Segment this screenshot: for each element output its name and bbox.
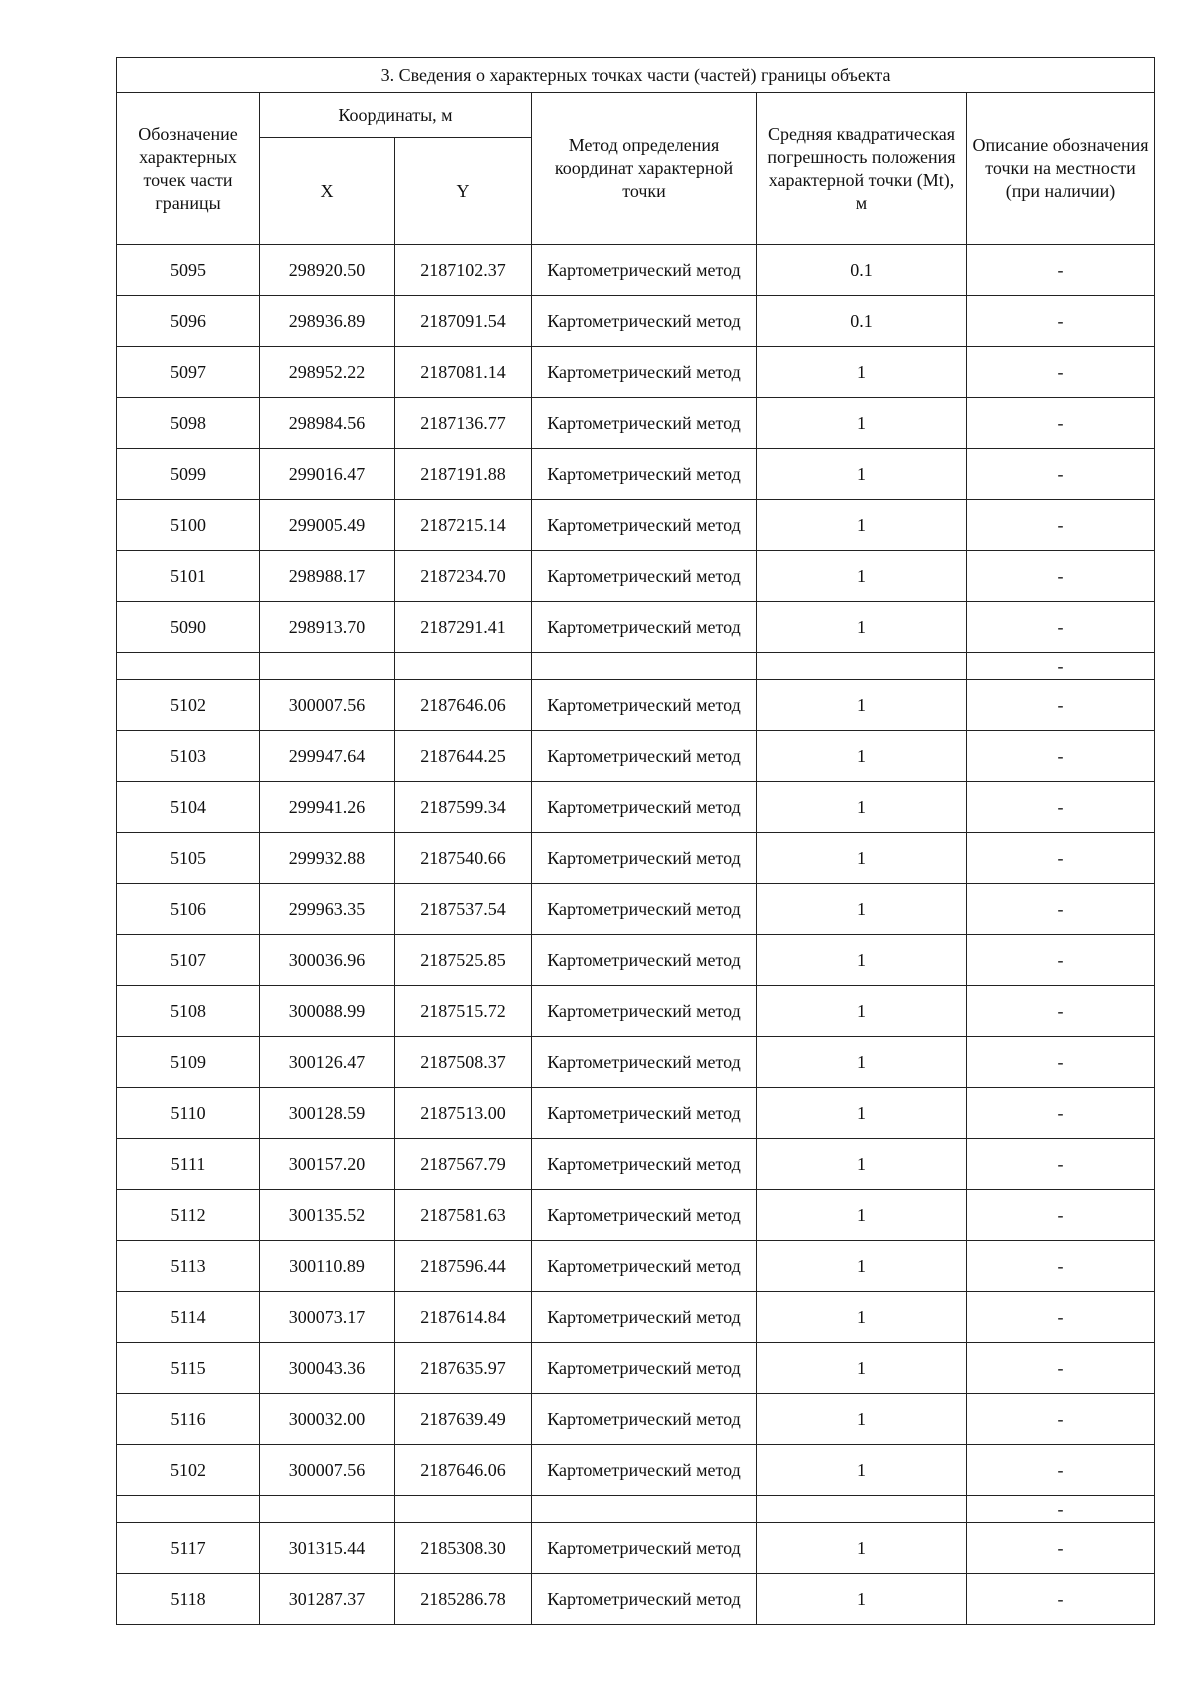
y-coordinate-cell	[395, 1496, 532, 1523]
table-row	[117, 1523, 1155, 1574]
table-row	[117, 551, 1155, 602]
point-id-cell: 5102	[117, 1445, 260, 1496]
description-cell: -	[967, 680, 1155, 731]
accuracy-cell	[757, 653, 967, 680]
table-row	[117, 884, 1155, 935]
method-cell: Картометрический метод	[532, 1523, 757, 1574]
x-coordinate-cell: 299963.35	[260, 884, 395, 935]
y-coordinate-cell: 2187635.97	[395, 1343, 532, 1394]
table-row	[117, 1088, 1155, 1139]
description-cell: -	[967, 1523, 1155, 1574]
method-cell: Картометрический метод	[532, 833, 757, 884]
table-row	[117, 1343, 1155, 1394]
x-coordinate-cell: 300007.56	[260, 1445, 395, 1496]
accuracy-cell: 1	[757, 551, 967, 602]
point-id-cell: 5114	[117, 1292, 260, 1343]
description-cell: -	[967, 653, 1155, 680]
point-id-cell: 5111	[117, 1139, 260, 1190]
y-coordinate-cell: 2187081.14	[395, 347, 532, 398]
accuracy-cell: 1	[757, 1139, 967, 1190]
description-cell: -	[967, 245, 1155, 296]
point-id-cell: 5103	[117, 731, 260, 782]
point-id-cell: 5117	[117, 1523, 260, 1574]
point-id-cell: 5096	[117, 296, 260, 347]
description-cell: -	[967, 884, 1155, 935]
y-coordinate-cell: 2187540.66	[395, 833, 532, 884]
y-coordinate-cell: 2187581.63	[395, 1190, 532, 1241]
table-row	[117, 1241, 1155, 1292]
separator-row	[117, 1496, 1155, 1523]
y-coordinate-cell: 2187646.06	[395, 680, 532, 731]
x-coordinate-cell: 300043.36	[260, 1343, 395, 1394]
y-coordinate-cell: 2187508.37	[395, 1037, 532, 1088]
table-row	[117, 1445, 1155, 1496]
description-cell: -	[967, 1496, 1155, 1523]
y-coordinate-cell: 2187513.00	[395, 1088, 532, 1139]
table-row	[117, 935, 1155, 986]
method-cell: Картометрический метод	[532, 398, 757, 449]
x-coordinate-cell	[260, 1496, 395, 1523]
y-coordinate-cell: 2185308.30	[395, 1523, 532, 1574]
method-cell: Картометрический метод	[532, 1343, 757, 1394]
y-coordinate-cell: 2187091.54	[395, 296, 532, 347]
accuracy-cell: 1	[757, 1241, 967, 1292]
method-cell: Картометрический метод	[532, 935, 757, 986]
method-cell: Картометрический метод	[532, 1445, 757, 1496]
table-row	[117, 245, 1155, 296]
point-id-cell: 5102	[117, 680, 260, 731]
y-coordinate-cell	[395, 653, 532, 680]
description-cell: -	[967, 500, 1155, 551]
x-coordinate-cell: 298984.56	[260, 398, 395, 449]
x-coordinate-cell: 301287.37	[260, 1574, 395, 1625]
accuracy-cell: 1	[757, 1190, 967, 1241]
header-y: Y	[395, 138, 532, 245]
point-id-cell: 5106	[117, 884, 260, 935]
method-cell: Картометрический метод	[532, 1037, 757, 1088]
accuracy-cell: 1	[757, 680, 967, 731]
accuracy-cell	[757, 1496, 967, 1523]
description-cell: -	[967, 1445, 1155, 1496]
x-coordinate-cell: 298952.22	[260, 347, 395, 398]
y-coordinate-cell: 2187639.49	[395, 1394, 532, 1445]
y-coordinate-cell: 2187644.25	[395, 731, 532, 782]
header-accuracy: Средняя квадратическая погрешность положения характерной точки (Mt), м	[757, 93, 967, 245]
description-cell: -	[967, 1343, 1155, 1394]
description-cell: -	[967, 1574, 1155, 1625]
method-cell: Картометрический метод	[532, 986, 757, 1037]
y-coordinate-cell: 2187102.37	[395, 245, 532, 296]
method-cell: Картометрический метод	[532, 296, 757, 347]
accuracy-cell: 1	[757, 1088, 967, 1139]
accuracy-cell: 1	[757, 884, 967, 935]
point-id-cell: 5100	[117, 500, 260, 551]
description-cell: -	[967, 551, 1155, 602]
table-row	[117, 296, 1155, 347]
accuracy-cell: 1	[757, 449, 967, 500]
y-coordinate-cell: 2187191.88	[395, 449, 532, 500]
separator-row	[117, 653, 1155, 680]
point-id-cell: 5109	[117, 1037, 260, 1088]
description-cell: -	[967, 731, 1155, 782]
x-coordinate-cell	[260, 653, 395, 680]
table-row	[117, 500, 1155, 551]
y-coordinate-cell: 2185286.78	[395, 1574, 532, 1625]
description-cell: -	[967, 782, 1155, 833]
description-cell: -	[967, 1139, 1155, 1190]
x-coordinate-cell: 301315.44	[260, 1523, 395, 1574]
description-cell: -	[967, 833, 1155, 884]
x-coordinate-cell: 300036.96	[260, 935, 395, 986]
table-row	[117, 833, 1155, 884]
method-cell: Картометрический метод	[532, 1139, 757, 1190]
x-coordinate-cell: 299932.88	[260, 833, 395, 884]
method-cell: Картометрический метод	[532, 782, 757, 833]
method-cell: Картометрический метод	[532, 884, 757, 935]
method-cell: Картометрический метод	[532, 731, 757, 782]
table-row	[117, 1037, 1155, 1088]
accuracy-cell: 1	[757, 1037, 967, 1088]
table-row	[117, 986, 1155, 1037]
description-cell: -	[967, 1190, 1155, 1241]
point-id-cell	[117, 1496, 260, 1523]
table-row	[117, 449, 1155, 500]
description-cell: -	[967, 1088, 1155, 1139]
method-cell: Картометрический метод	[532, 680, 757, 731]
description-cell: -	[967, 1394, 1155, 1445]
table-row	[117, 1190, 1155, 1241]
header-method: Метод определения координат характерной точки	[532, 93, 757, 245]
y-coordinate-cell: 2187515.72	[395, 986, 532, 1037]
y-coordinate-cell: 2187291.41	[395, 602, 532, 653]
x-coordinate-cell: 298936.89	[260, 296, 395, 347]
table-body	[117, 245, 1155, 1625]
accuracy-cell: 1	[757, 1343, 967, 1394]
accuracy-cell: 1	[757, 1394, 967, 1445]
table-row	[117, 731, 1155, 782]
method-cell: Картометрический метод	[532, 1292, 757, 1343]
y-coordinate-cell: 2187596.44	[395, 1241, 532, 1292]
method-cell: Картометрический метод	[532, 449, 757, 500]
method-cell: Картометрический метод	[532, 1574, 757, 1625]
description-cell: -	[967, 1037, 1155, 1088]
method-cell	[532, 1496, 757, 1523]
point-id-cell: 5107	[117, 935, 260, 986]
table-row	[117, 1139, 1155, 1190]
point-id-cell: 5105	[117, 833, 260, 884]
y-coordinate-cell: 2187525.85	[395, 935, 532, 986]
point-id-cell: 5098	[117, 398, 260, 449]
point-id-cell: 5115	[117, 1343, 260, 1394]
accuracy-cell: 1	[757, 935, 967, 986]
description-cell: -	[967, 1292, 1155, 1343]
x-coordinate-cell: 300157.20	[260, 1139, 395, 1190]
description-cell: -	[967, 398, 1155, 449]
method-cell: Картометрический метод	[532, 551, 757, 602]
method-cell: Картометрический метод	[532, 347, 757, 398]
method-cell: Картометрический метод	[532, 602, 757, 653]
header-description: Описание обозначения точки на местности (при наличии)	[967, 93, 1155, 245]
accuracy-cell: 1	[757, 1445, 967, 1496]
header-coordinates: Координаты, м	[260, 93, 532, 138]
point-id-cell: 5090	[117, 602, 260, 653]
accuracy-cell: 1	[757, 986, 967, 1037]
accuracy-cell: 1	[757, 1292, 967, 1343]
point-id-cell: 5101	[117, 551, 260, 602]
boundary-points-table	[116, 57, 1155, 1625]
point-id-cell: 5112	[117, 1190, 260, 1241]
table-row	[117, 1292, 1155, 1343]
point-id-cell: 5110	[117, 1088, 260, 1139]
description-cell: -	[967, 347, 1155, 398]
accuracy-cell: 1	[757, 1574, 967, 1625]
method-cell: Картометрический метод	[532, 1394, 757, 1445]
x-coordinate-cell: 299005.49	[260, 500, 395, 551]
y-coordinate-cell: 2187234.70	[395, 551, 532, 602]
header-x: X	[260, 138, 395, 245]
x-coordinate-cell: 300032.00	[260, 1394, 395, 1445]
method-cell: Картометрический метод	[532, 1190, 757, 1241]
table-row	[117, 1574, 1155, 1625]
accuracy-cell: 1	[757, 833, 967, 884]
point-id-cell	[117, 653, 260, 680]
y-coordinate-cell: 2187646.06	[395, 1445, 532, 1496]
method-cell: Картометрический метод	[532, 1088, 757, 1139]
table-row	[117, 782, 1155, 833]
x-coordinate-cell: 300126.47	[260, 1037, 395, 1088]
accuracy-cell: 1	[757, 602, 967, 653]
point-id-cell: 5095	[117, 245, 260, 296]
description-cell: -	[967, 296, 1155, 347]
point-id-cell: 5108	[117, 986, 260, 1037]
point-id-cell: 5099	[117, 449, 260, 500]
x-coordinate-cell: 298988.17	[260, 551, 395, 602]
x-coordinate-cell: 299947.64	[260, 731, 395, 782]
method-cell: Картометрический метод	[532, 1241, 757, 1292]
x-coordinate-cell: 298913.70	[260, 602, 395, 653]
accuracy-cell: 1	[757, 398, 967, 449]
x-coordinate-cell: 300128.59	[260, 1088, 395, 1139]
y-coordinate-cell: 2187567.79	[395, 1139, 532, 1190]
x-coordinate-cell: 300073.17	[260, 1292, 395, 1343]
table-row	[117, 680, 1155, 731]
accuracy-cell: 1	[757, 1523, 967, 1574]
x-coordinate-cell: 299016.47	[260, 449, 395, 500]
y-coordinate-cell: 2187136.77	[395, 398, 532, 449]
accuracy-cell: 1	[757, 731, 967, 782]
point-id-cell: 5097	[117, 347, 260, 398]
accuracy-cell: 1	[757, 782, 967, 833]
x-coordinate-cell: 300135.52	[260, 1190, 395, 1241]
table-row	[117, 602, 1155, 653]
y-coordinate-cell: 2187614.84	[395, 1292, 532, 1343]
table-row	[117, 347, 1155, 398]
accuracy-cell: 0.1	[757, 245, 967, 296]
method-cell: Картометрический метод	[532, 245, 757, 296]
point-id-cell: 5104	[117, 782, 260, 833]
header-designation: Обозначение характерных точек части границы	[117, 93, 260, 245]
description-cell: -	[967, 602, 1155, 653]
accuracy-cell: 1	[757, 500, 967, 551]
table-title: 3. Сведения о характерных точках части (частей) границы объекта	[117, 58, 1155, 93]
y-coordinate-cell: 2187215.14	[395, 500, 532, 551]
accuracy-cell: 0.1	[757, 296, 967, 347]
x-coordinate-cell: 300007.56	[260, 680, 395, 731]
point-id-cell: 5118	[117, 1574, 260, 1625]
x-coordinate-cell: 300088.99	[260, 986, 395, 1037]
x-coordinate-cell: 298920.50	[260, 245, 395, 296]
description-cell: -	[967, 449, 1155, 500]
description-cell: -	[967, 986, 1155, 1037]
method-cell	[532, 653, 757, 680]
description-cell: -	[967, 1241, 1155, 1292]
method-cell: Картометрический метод	[532, 500, 757, 551]
description-cell: -	[967, 935, 1155, 986]
point-id-cell: 5116	[117, 1394, 260, 1445]
table-row	[117, 1394, 1155, 1445]
accuracy-cell: 1	[757, 347, 967, 398]
point-id-cell: 5113	[117, 1241, 260, 1292]
table-row	[117, 398, 1155, 449]
x-coordinate-cell: 300110.89	[260, 1241, 395, 1292]
x-coordinate-cell: 299941.26	[260, 782, 395, 833]
y-coordinate-cell: 2187537.54	[395, 884, 532, 935]
y-coordinate-cell: 2187599.34	[395, 782, 532, 833]
